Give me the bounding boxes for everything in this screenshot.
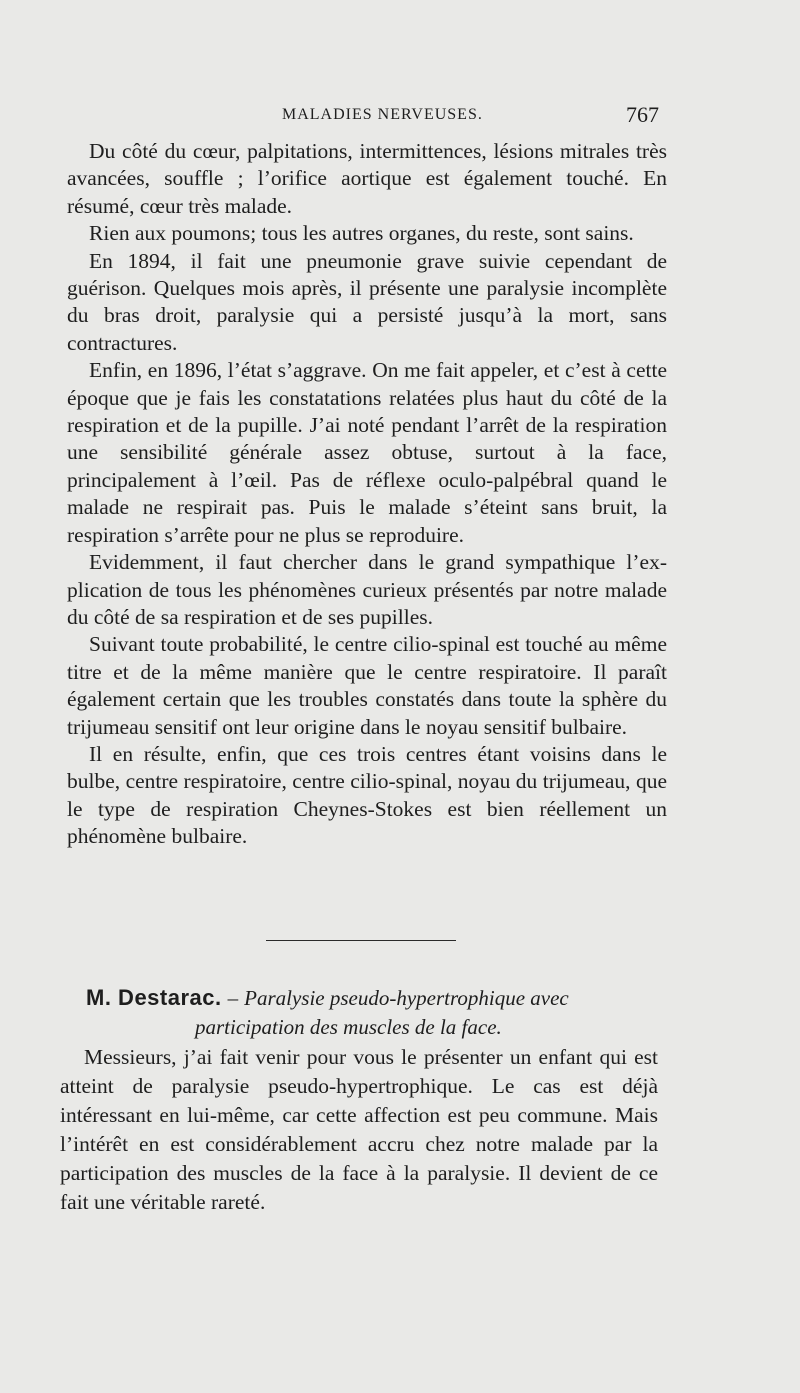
section-divider: [266, 940, 456, 941]
paragraph-1896: Enfin, en 1896, l’état s’aggrave. On me fait appeler, et c’est à cette époque que je fais les constatations relatées plus haut du côté de la respiration et de la pupille. J’ai noté pendant l’arrêt de la respiration une sensibilité générale assez obtuse, surtout à la face, principalement à l’œil. Pas de réflexe oculo-palpébral quand le malade ne respirait pas. Puis le malade s’éteint sans bruit, la respiration s’arrête pour ne plus se reproduire.: [67, 358, 667, 547]
section-title-line1: Paralysie pseudo-hypertrophique avec: [244, 986, 569, 1010]
page-number: 767: [626, 102, 659, 127]
section-author: M. Destarac.: [86, 985, 222, 1010]
running-head: [0, 104, 800, 134]
case-report-text: [67, 138, 667, 851]
paragraph-presentation: Messieurs, j’ai fait venir pour vous le présenter un enfant qui est atteint de paralysie pseudo-hypertrophique. Le cas est déjà intéressant en lui-même, car cette affection est peu commune. Mais l’intérêt en est considérablement accru chez notre malade par la participation des muscles de la face à la paralysie. Il devient de ce fait une véritable rareté.: [60, 1045, 658, 1214]
paragraph-lungs: Rien aux poumons; tous les autres organes, du reste, sont sains.: [89, 221, 634, 246]
section-title-line2: participation des muscles de la face.: [195, 1015, 502, 1039]
paragraph-probability: Suivant toute probabilité, le centre cilio-spinal est touché au même titre et de la même manière que le centre respiratoire. Il paraît également certain que les troubles constatés dans toute la sphère du trijumeau sensitif ont leur origine dans le noyau sensitif bulbaire.: [67, 632, 667, 739]
paragraph-explanation: Evidemment, il faut chercher dans le grand sympathique l’explication de tous les phénomènes curieux présentés par notre malade du côté de sa respiration et de ses pupilles.: [67, 550, 667, 629]
paragraph-1894: En 1894, il fait une pneumonie grave suivie cependant de guérison. Quelques mois après, il présente une paralysie incomplète du bras droit, paralysie qui a persisté jusqu’à la mort, sans contractures.: [67, 248, 667, 355]
section-text: [60, 1043, 658, 1217]
section-heading: [86, 983, 646, 1042]
running-title: MALADIES NERVEUSES.: [282, 106, 483, 123]
section-dash: –: [227, 986, 239, 1010]
paragraph-conclusion: Il en résulte, enfin, que ces trois centres étant voisins dans le bulbe, centre respiratoire, centre cilio-spinal, noyau du trijumeau, que le type de respiration Cheynes-Stokes est bien réellement un phénomène bulbaire.: [67, 741, 667, 849]
paragraph-heart: Du côté du cœur, palpitations, intermittences, lésions mitrales très avancées, souffle ; l’orifice aortique est également touché. En résumé, cœur très malade.: [67, 139, 667, 218]
